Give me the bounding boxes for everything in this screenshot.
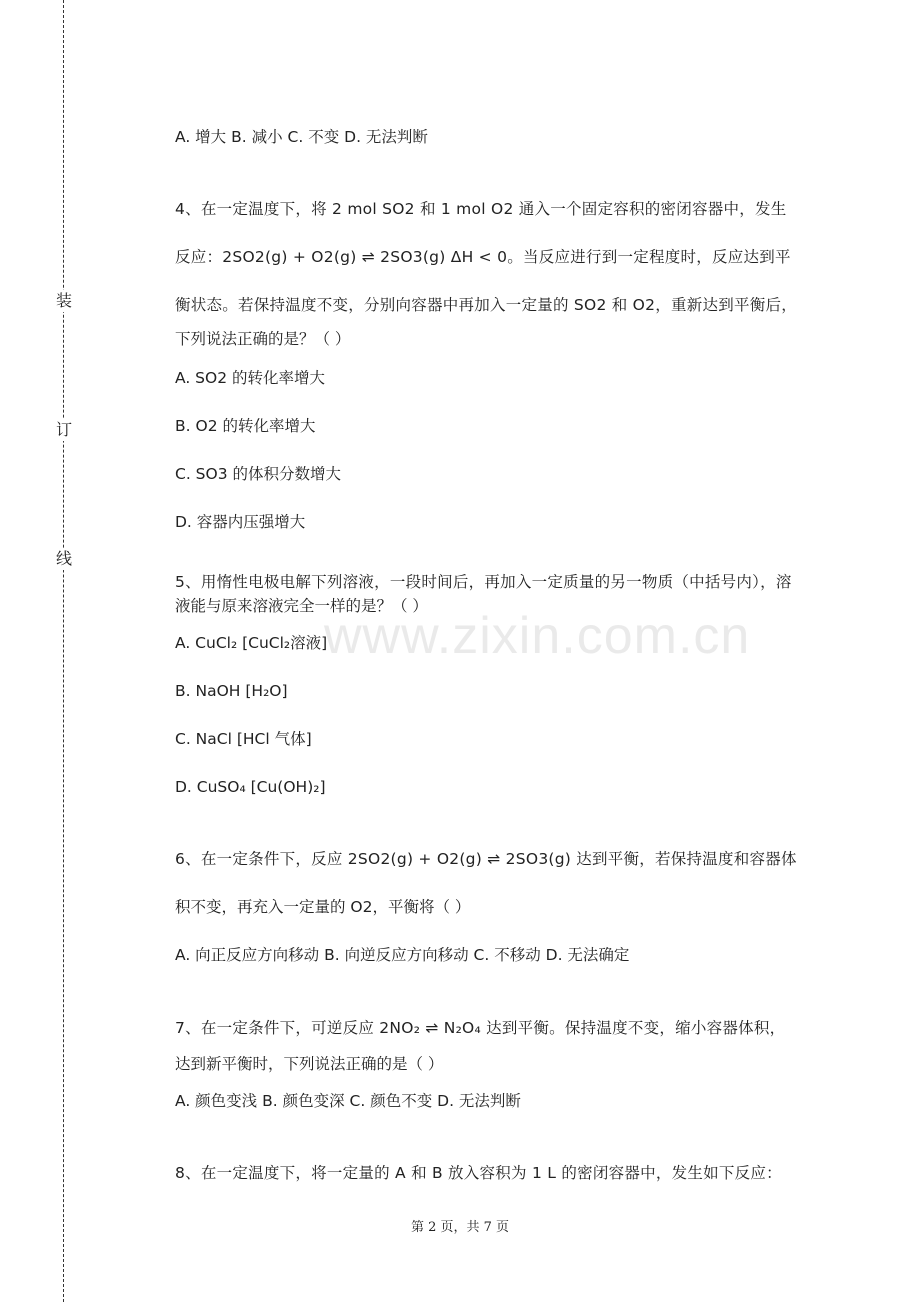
binding-char-ding: 订 bbox=[55, 420, 72, 439]
q7-stem-line-2: 达到新平衡时，下列说法正确的是（ ） bbox=[175, 1055, 444, 1073]
binding-char-xian: 线 bbox=[55, 549, 72, 568]
q4-option-b: B. O2 的转化率增大 bbox=[175, 417, 316, 435]
q5-option-b: B. NaOH [H₂O] bbox=[175, 682, 288, 700]
q4-stem-line-2: 反应：2SO2(g) + O2(g) ⇌ 2SO3(g) ΔH < 0。当反应进行到一定程度时，反应达到平 bbox=[175, 248, 791, 266]
q4-stem-line-3: 衡状态。若保持温度不变，分别向容器中再加入一定量的 SO2 和 O2，重新达到平衡后， bbox=[175, 296, 797, 314]
q4-option-d: D. 容器内压强增大 bbox=[175, 513, 306, 531]
q6-options: A. 向正反应方向移动 B. 向逆反应方向移动 C. 不移动 D. 无法确定 bbox=[175, 946, 630, 964]
q4-stem-line-4: 下列说法正确的是？（ ） bbox=[175, 330, 351, 348]
q5-stem-line-1: 5、用惰性电极电解下列溶液，一段时间后，再加入一定质量的另一物质（中括号内），溶 bbox=[175, 573, 792, 591]
q6-stem-line-1: 6、在一定条件下，反应 2SO2(g) + O2(g) ⇌ 2SO3(g) 达到平衡，若保持温度和容器体 bbox=[175, 850, 797, 868]
page-footer: 第 2 页，共 7 页 bbox=[410, 1220, 510, 1235]
q7-options: A. 颜色变浅 B. 颜色变深 C. 颜色不变 D. 无法判断 bbox=[175, 1092, 521, 1110]
q5-option-c: C. NaCl [HCl 气体] bbox=[175, 730, 312, 748]
q3-options: A. 增大 B. 减小 C. 不变 D. 无法判断 bbox=[175, 128, 428, 146]
watermark: www.zixin.com.cn bbox=[324, 607, 751, 665]
q5-option-a: A. CuCl₂ [CuCl₂溶液] bbox=[175, 634, 328, 652]
binding-char-zhuang: 装 bbox=[55, 291, 72, 310]
q5-stem-line-2: 液能与原来溶液完全一样的是？（ ） bbox=[175, 597, 428, 615]
q7-stem-line-1: 7、在一定条件下，可逆反应 2NO₂ ⇌ N₂O₄ 达到平衡。保持温度不变，缩小容器体积， bbox=[175, 1019, 786, 1037]
binding-dashed-line bbox=[63, 0, 64, 1302]
q5-option-d: D. CuSO₄ [Cu(OH)₂] bbox=[175, 778, 326, 796]
q6-stem-line-2: 积不变，再充入一定量的 O2，平衡将（ ） bbox=[175, 898, 471, 916]
q4-option-a: A. SO2 的转化率增大 bbox=[175, 369, 326, 387]
q4-option-c: C. SO3 的体积分数增大 bbox=[175, 465, 342, 483]
q8-stem-line-1: 8、在一定温度下，将一定量的 A 和 B 放入容积为 1 L 的密闭容器中，发生如下反应： bbox=[175, 1164, 782, 1182]
q4-stem-line-1: 4、在一定温度下，将 2 mol SO2 和 1 mol O2 通入一个固定容积的密闭容器中，发生 bbox=[175, 200, 787, 218]
